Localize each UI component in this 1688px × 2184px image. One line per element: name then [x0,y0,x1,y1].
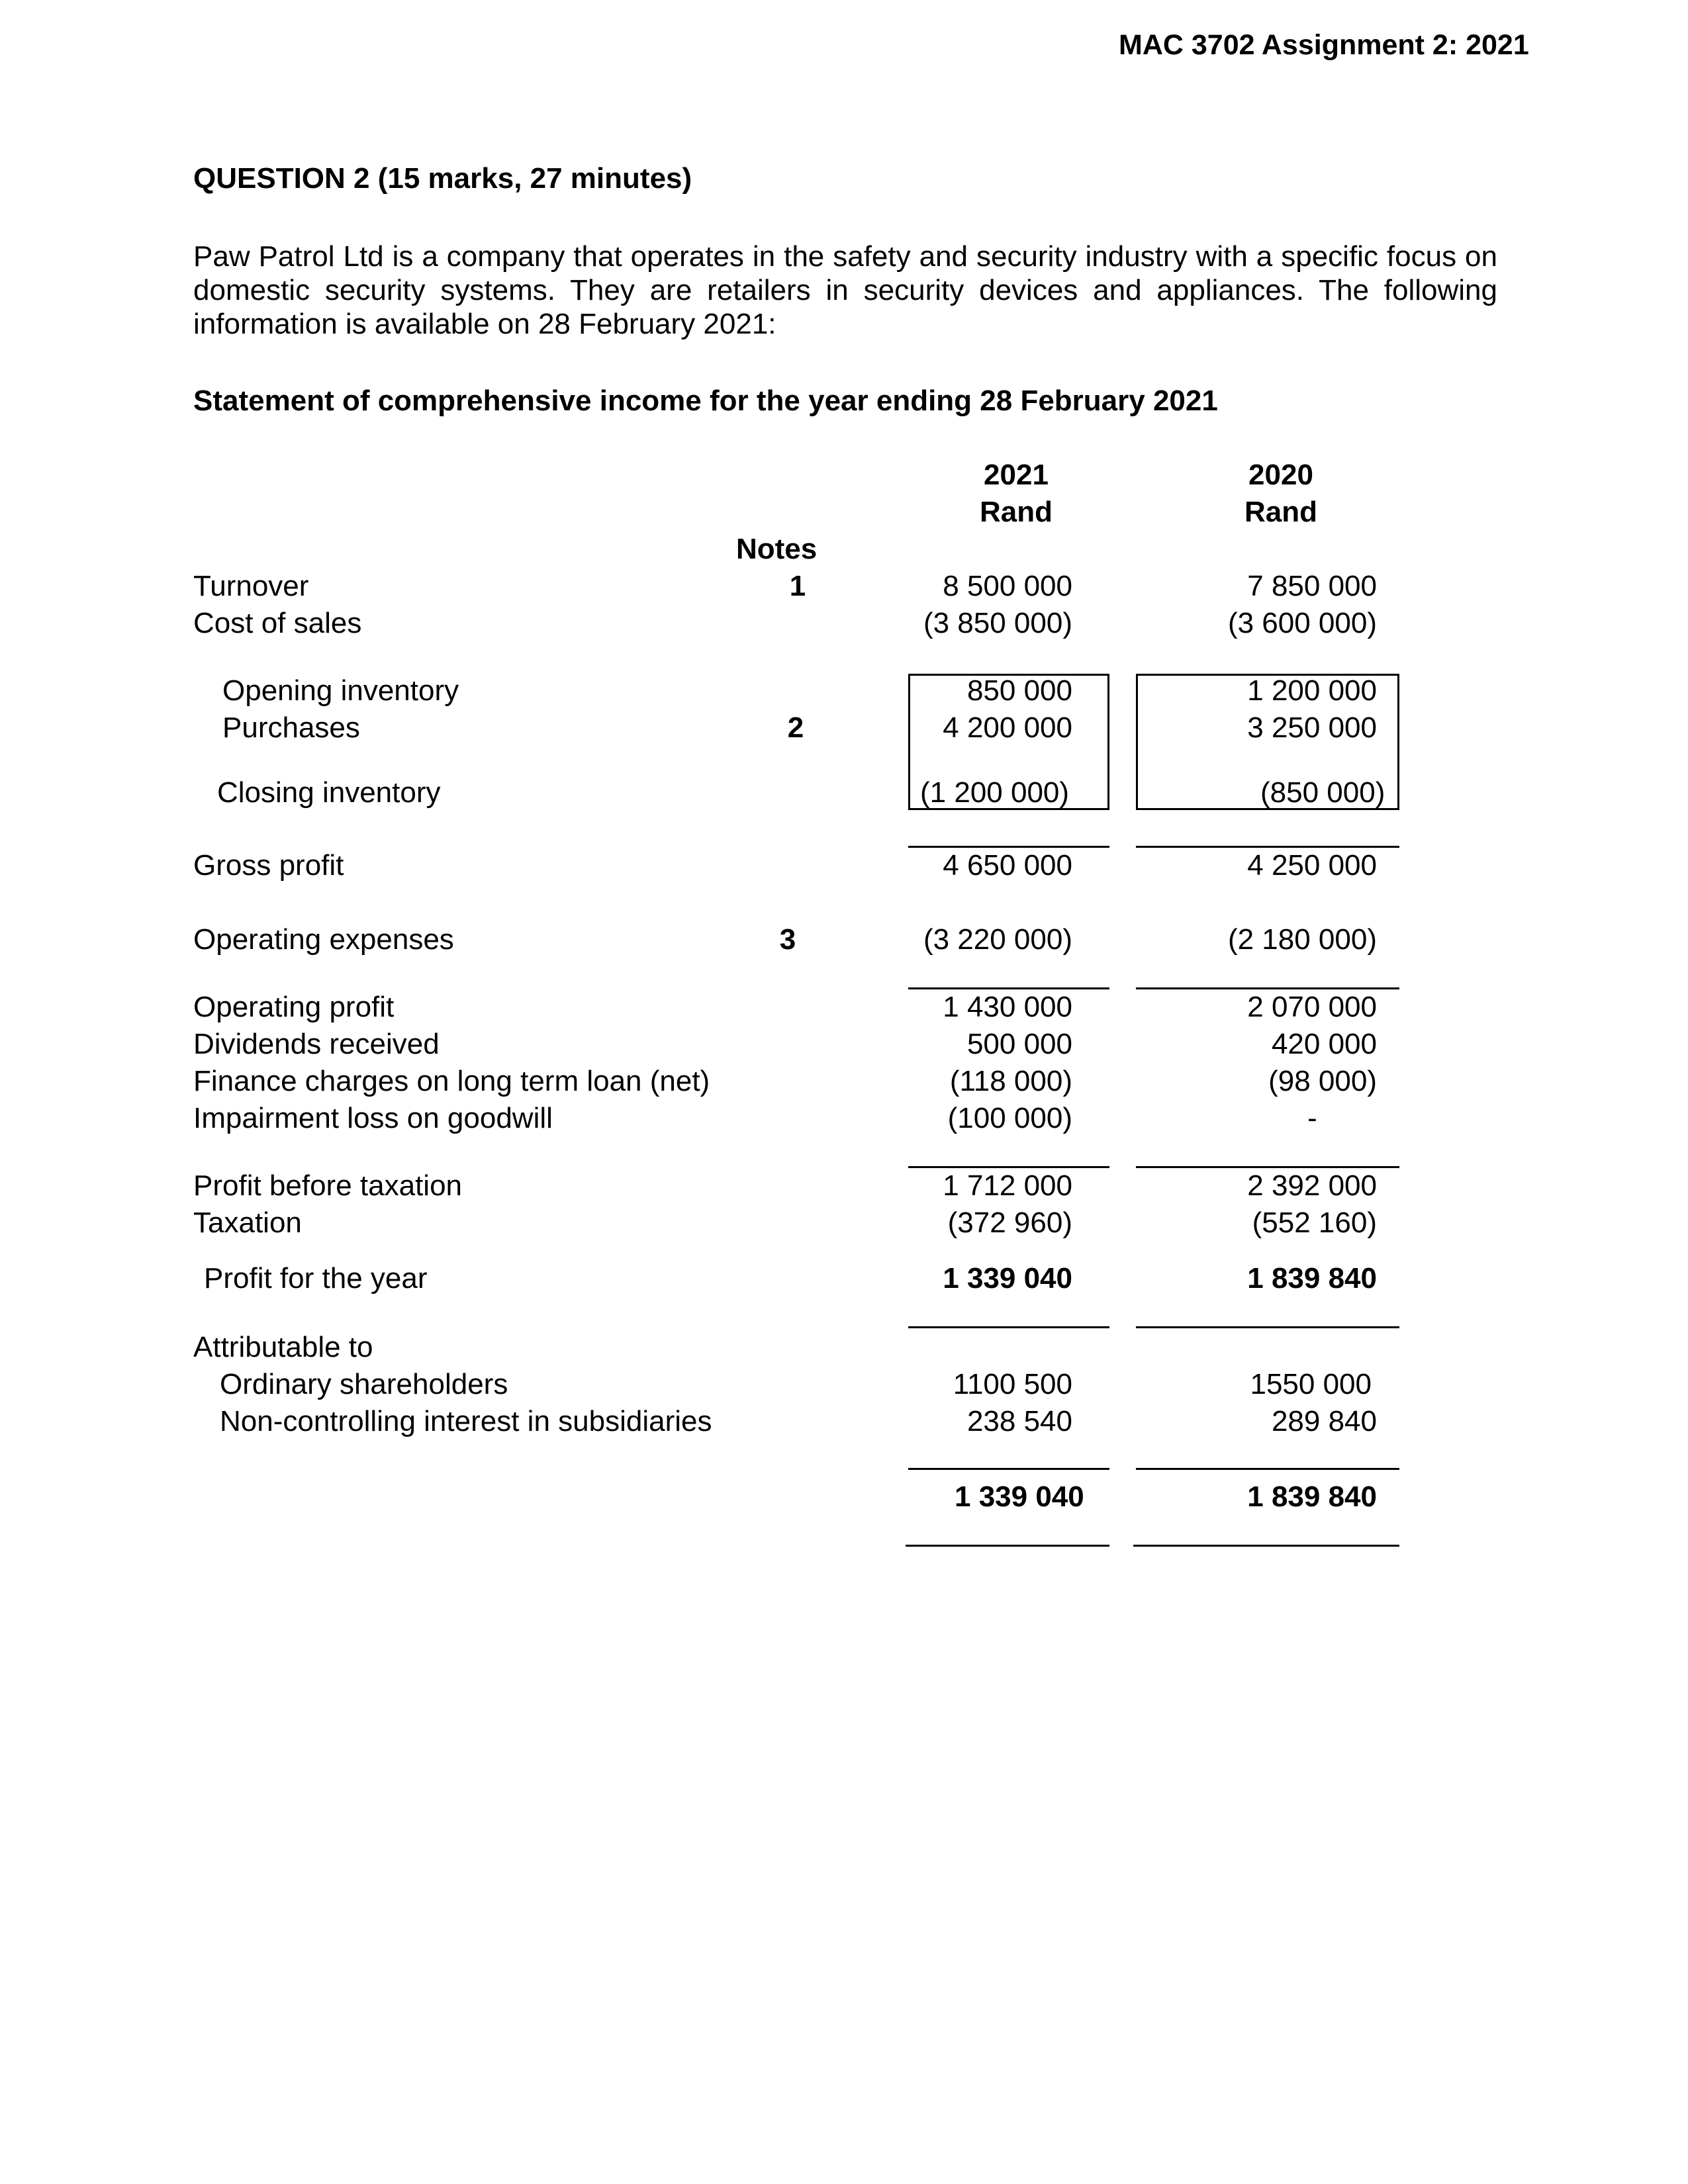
cost-of-sales-label: Cost of sales [193,607,362,639]
turnover-note: 1 [789,570,806,602]
taxation-2021: (372 960) [947,1206,1072,1239]
column-header-2020-unit: Rand [1244,496,1317,528]
column-header-2020-year: 2020 [1248,459,1313,491]
profit-for-year-label: Profit for the year [204,1262,428,1295]
running-header: MAC 3702 Assignment 2: 2021 [1119,29,1529,61]
turnover-2021: 8 500 000 [943,570,1072,602]
total-2020: 1 839 840 [1247,1480,1377,1513]
profit-before-tax-2020: 2 392 000 [1247,1169,1377,1202]
purchases-label: Purchases [222,711,360,744]
nci-2020: 289 840 [1271,1405,1377,1437]
rule-2021 [908,987,1109,989]
impairment-2020: - [1307,1102,1317,1134]
column-header-2021-year: 2021 [984,459,1049,491]
nci-label: Non-controlling interest in subsidiaries [220,1405,712,1437]
impairment-label: Impairment loss on goodwill [193,1102,553,1134]
closing-inventory-2020: (850 000) [1260,776,1385,809]
nci-2021: 238 540 [966,1405,1072,1437]
cost-of-sales-2021: (3 850 000) [923,607,1072,639]
gross-profit-label: Gross profit [193,849,344,882]
intro-line: domestic security systems. They are retailers in security devices and appliances. The following [193,274,1497,306]
gross-profit-2021: 4 650 000 [943,849,1072,882]
purchases-note: 2 [787,711,804,744]
rule-2021 [906,1545,1109,1547]
operating-profit-2021: 1 430 000 [943,991,1072,1023]
turnover-2020: 7 850 000 [1247,570,1377,602]
opening-inventory-label: Opening inventory [222,674,459,707]
impairment-2021: (100 000) [947,1102,1072,1134]
profit-for-year-2021: 1 339 040 [943,1262,1072,1295]
profit-before-tax-2021: 1 712 000 [943,1169,1072,1202]
column-header-2021-unit: Rand [980,496,1053,528]
ordinary-shareholders-2021: 1100 500 [953,1368,1072,1400]
rule-2021 [908,1326,1109,1328]
question-title: QUESTION 2 (15 marks, 27 minutes) [193,162,692,195]
operating-expenses-label: Operating expenses [193,923,454,956]
dividends-received-2021: 500 000 [966,1028,1072,1060]
notes-header: Notes [736,533,818,565]
opening-inventory-2021: 850 000 [966,674,1072,707]
intro-paragraph [193,240,1497,341]
gross-profit-2020: 4 250 000 [1247,849,1377,882]
opening-inventory-2020: 1 200 000 [1247,674,1377,707]
purchases-2020: 3 250 000 [1247,711,1377,744]
finance-charges-label: Finance charges on long term loan (net) [193,1065,710,1097]
ordinary-shareholders-label: Ordinary shareholders [220,1368,508,1400]
rule-2021 [908,1166,1109,1168]
profit-before-tax-label: Profit before taxation [193,1169,463,1202]
cost-of-sales-2020: (3 600 000) [1227,607,1377,639]
rule-2020 [1133,1545,1399,1547]
operating-expenses-2020: (2 180 000) [1227,923,1377,956]
rule-2020 [1136,1468,1399,1470]
closing-inventory-2021: (1 200 000) [920,776,1070,809]
rule-2021 [908,846,1109,848]
profit-for-year-2020: 1 839 840 [1247,1262,1377,1295]
closing-inventory-label: Closing inventory [217,776,441,809]
operating-profit-2020: 2 070 000 [1247,991,1377,1023]
purchases-2021: 4 200 000 [943,711,1072,744]
taxation-label: Taxation [193,1206,302,1239]
rule-2021 [908,1468,1109,1470]
operating-expenses-note: 3 [779,923,796,956]
turnover-label: Turnover [193,570,309,602]
finance-charges-2021: (118 000) [949,1065,1072,1097]
taxation-2020: (552 160) [1252,1206,1377,1239]
operating-expenses-2021: (3 220 000) [923,923,1072,956]
rule-2020 [1136,1326,1399,1328]
statement-title: Statement of comprehensive income for the year ending 28 February 2021 [193,385,1218,417]
dividends-received-2020: 420 000 [1271,1028,1377,1060]
rule-2020 [1136,1166,1399,1168]
intro-line: information is available on 28 February 2021: [193,308,776,340]
finance-charges-2020: (98 000) [1268,1065,1377,1097]
rule-2020 [1136,846,1399,848]
total-2021: 1 339 040 [955,1480,1084,1513]
attributable-to-label: Attributable to [193,1331,373,1363]
dividends-received-label: Dividends received [193,1028,440,1060]
intro-line: Paw Patrol Ltd is a company that operates in the safety and security industry with a specific focus on [193,240,1497,273]
ordinary-shareholders-2020: 1550 000 [1250,1368,1372,1400]
rule-2020 [1136,987,1399,989]
operating-profit-label: Operating profit [193,991,395,1023]
